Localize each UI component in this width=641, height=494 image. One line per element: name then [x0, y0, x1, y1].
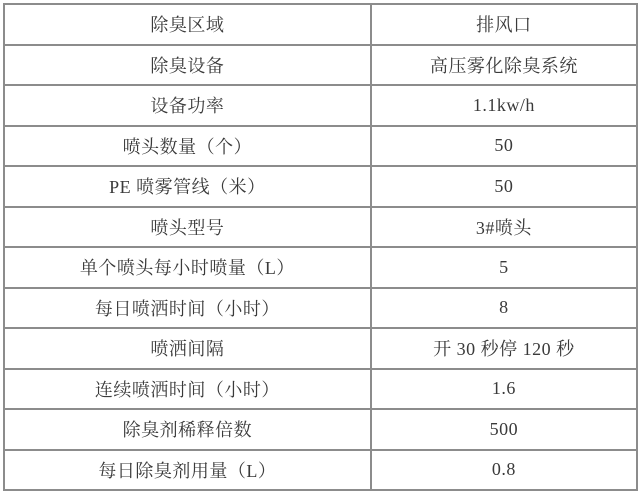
param-value-cell: 5 [371, 247, 637, 288]
param-label-cell: 每日除臭剂用量（L） [4, 450, 371, 491]
table-row [4, 328, 637, 369]
param-value-cell: 开 30 秒停 120 秒 [371, 328, 637, 369]
param-value-cell: 8 [371, 288, 637, 329]
param-label-cell: 每日喷洒时间（小时） [4, 288, 371, 329]
table-row [4, 247, 637, 288]
param-value-cell: 排风口 [371, 4, 637, 45]
param-label-cell: 喷洒间隔 [4, 328, 371, 369]
param-value-cell: 500 [371, 409, 637, 450]
table-row [4, 207, 637, 248]
param-value-cell: 0.8 [371, 450, 637, 491]
param-label-cell: 喷头数量（个） [4, 126, 371, 167]
param-value-cell: 高压雾化除臭系统 [371, 45, 637, 86]
param-label-cell: 单个喷头每小时喷量（L） [4, 247, 371, 288]
table-row [4, 126, 637, 167]
param-label-cell: 连续喷洒时间（小时） [4, 369, 371, 410]
param-value-cell: 1.1kw/h [371, 85, 637, 126]
param-label-cell: 除臭剂稀释倍数 [4, 409, 371, 450]
param-value-cell: 50 [371, 126, 637, 167]
table-row [4, 288, 637, 329]
param-value-cell: 3#喷头 [371, 207, 637, 248]
param-value-cell: 50 [371, 166, 637, 207]
param-value-cell: 1.6 [371, 369, 637, 410]
table-row [4, 409, 637, 450]
table-row [4, 450, 637, 491]
table-row [4, 85, 637, 126]
param-label-cell: 除臭设备 [4, 45, 371, 86]
table-row [4, 45, 637, 86]
table-row [4, 369, 637, 410]
param-label-cell: 喷头型号 [4, 207, 371, 248]
deodorization-spec-table [3, 3, 638, 491]
param-label-cell: 设备功率 [4, 85, 371, 126]
table-row [4, 4, 637, 45]
param-label-cell: PE 喷雾管线（米） [4, 166, 371, 207]
param-label-cell: 除臭区域 [4, 4, 371, 45]
table-row [4, 166, 637, 207]
